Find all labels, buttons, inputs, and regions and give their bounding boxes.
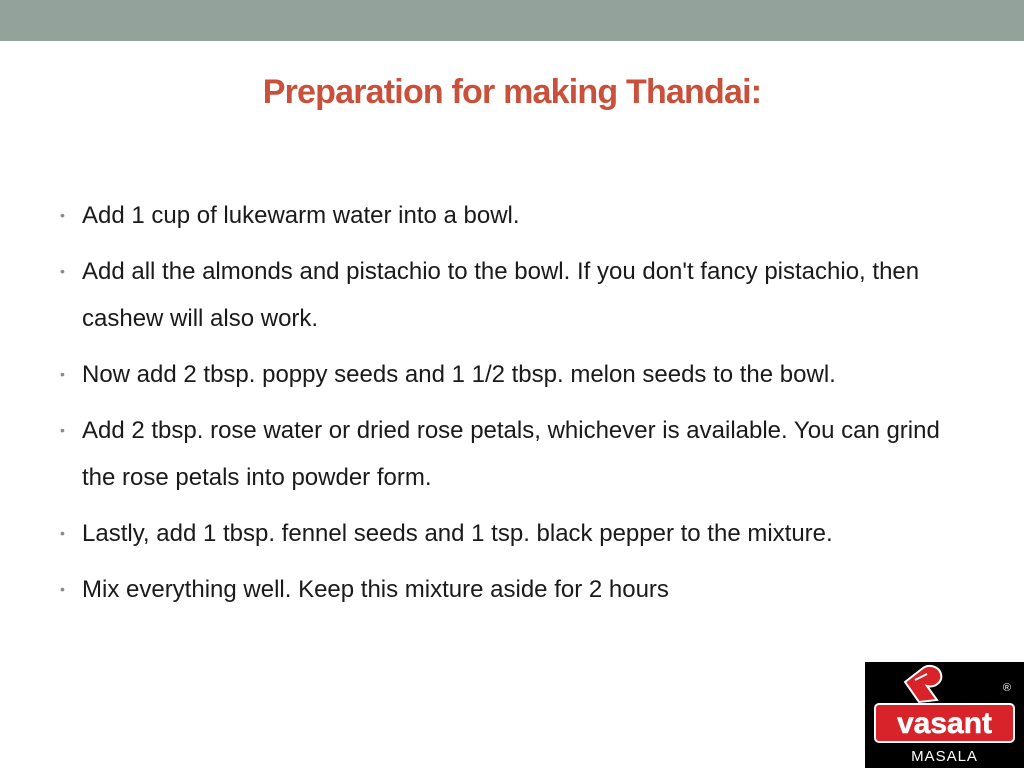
bullet-text: Add all the almonds and pistachio to the bowl. If you don't fancy pistachio, then cashew will also work.	[82, 258, 920, 332]
bullet-list	[60, 192, 940, 622]
list-item	[60, 351, 940, 398]
bullet-icon: •	[60, 207, 65, 223]
top-bar	[0, 0, 1024, 41]
list-item	[60, 192, 940, 239]
slide-title: Preparation for making Thandai:	[262, 73, 762, 111]
bullet-icon: •	[60, 263, 65, 279]
list-item	[60, 248, 940, 342]
bullet-text: Add 2 tbsp. rose water or dried rose petals, whichever is available. You can grind the rose petals into powder form.	[82, 417, 940, 491]
logo-wordmark: vasant	[896, 707, 993, 740]
list-item	[60, 510, 940, 557]
bullet-icon: •	[60, 581, 65, 597]
bullet-icon: •	[60, 525, 65, 541]
bullet-text: Now add 2 tbsp. poppy seeds and 1 1/2 tbsp. melon seeds to the bowl.	[82, 361, 836, 388]
bullet-icon: •	[60, 422, 65, 438]
list-item	[60, 407, 940, 501]
list-item	[60, 566, 940, 613]
vasant-masala-logo	[865, 662, 1024, 768]
bullet-text: Add 1 cup of lukewarm water into a bowl.	[82, 202, 520, 229]
registered-mark: ®	[1002, 682, 1011, 694]
logo-subtitle: MASALA	[911, 748, 978, 765]
bullet-icon: •	[60, 366, 65, 382]
bullet-text: Lastly, add 1 tbsp. fennel seeds and 1 tsp. black pepper to the mixture.	[82, 520, 833, 547]
bullet-text: Mix everything well. Keep this mixture aside for 2 hours	[82, 576, 669, 603]
